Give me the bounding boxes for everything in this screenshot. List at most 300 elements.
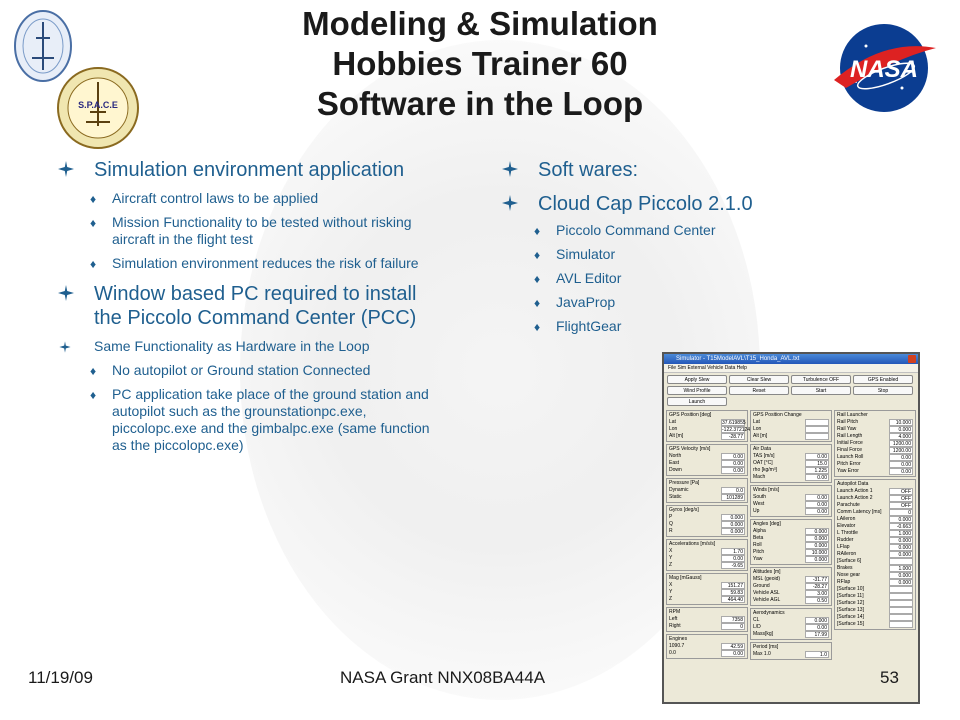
- sim-row-label: 0.0: [669, 650, 676, 656]
- sim-group-title: Period [ms]: [753, 644, 779, 650]
- sim-row-label: Z: [669, 562, 673, 568]
- sim-row-label: Launch Action 1: [837, 488, 873, 494]
- title-line-2: Hobbies Trainer 60: [332, 45, 628, 82]
- sim-row-label: Comm Latency [ms]: [837, 509, 882, 515]
- sim-row: [753, 419, 829, 426]
- sim-row-label: Rudder: [837, 537, 854, 543]
- sim-row: [753, 467, 829, 474]
- sim-row-value[interactable]: 1.0: [805, 651, 829, 658]
- sim-row: [837, 509, 913, 516]
- sim-group: [666, 505, 748, 537]
- sim-row: [753, 549, 829, 556]
- sim-row-value[interactable]: 0.50: [805, 597, 829, 604]
- sim-row: [753, 528, 829, 535]
- sim-row-label: P: [669, 514, 673, 520]
- sim-row: [837, 433, 913, 440]
- sim-row-label: Lon: [669, 426, 678, 432]
- sim-row-label: Lon: [753, 426, 762, 432]
- sim-row-label: Rail Pitch: [837, 419, 859, 425]
- diamond-bullet-icon: ♦: [534, 320, 541, 334]
- sim-button[interactable]: Apply Slew: [667, 375, 727, 384]
- sim-group: [666, 478, 748, 503]
- sim-group-title: GPS Position [deg]: [669, 412, 712, 418]
- sim-row: [753, 556, 829, 563]
- sim-row: [837, 572, 913, 579]
- sim-row: [753, 651, 829, 658]
- sim-row-value[interactable]: 0.0: [721, 487, 745, 494]
- sim-group: [666, 573, 748, 605]
- sim-row: [753, 590, 829, 597]
- sim-row-value[interactable]: 0.000: [889, 544, 913, 551]
- sim-row-label: Lat: [753, 419, 760, 425]
- sim-row-value[interactable]: 0.00: [721, 460, 745, 467]
- sim-row-value[interactable]: -31.77: [805, 576, 829, 583]
- sim-menubar[interactable]: File Sim External Vehicle Data Help: [664, 364, 918, 373]
- sim-row-value[interactable]: 42.59: [721, 643, 745, 650]
- diamond-bullet-icon: ♦: [90, 364, 97, 378]
- sub-bullet: ♦ Mission Functionality to be tested without risking aircraft in the flight test: [90, 214, 412, 247]
- sim-group: [750, 410, 832, 442]
- sim-row-value[interactable]: 0.00: [805, 624, 829, 631]
- sim-row-label: RAileron: [837, 551, 857, 557]
- sim-row-value[interactable]: 10.000: [805, 549, 829, 556]
- sim-row-label: Z: [669, 596, 673, 602]
- sim-row-value[interactable]: 0.00: [805, 474, 829, 481]
- sim-group: [750, 642, 832, 660]
- sim-row: [837, 516, 913, 523]
- sim-row: [837, 447, 913, 454]
- sim-row-label: Brakes: [837, 565, 853, 571]
- sim-row-label: X: [669, 548, 673, 554]
- sim-row: [669, 419, 745, 426]
- sim-row: [669, 514, 745, 521]
- sim-row-value[interactable]: -122.372124: [722, 427, 751, 433]
- sim-row-value[interactable]: 10.000: [889, 419, 913, 426]
- sub-bullet: ♦ Simulation environment reduces the risk of failure: [90, 255, 419, 271]
- software-item: ♦ AVL Editor: [534, 270, 622, 286]
- sim-row: [837, 586, 913, 593]
- sim-row-value[interactable]: 0.000: [889, 426, 913, 433]
- sim-button[interactable]: Wind Profile: [667, 386, 727, 395]
- sim-row-label: Dynamic: [669, 487, 689, 493]
- sub-bullet: ♦ Aircraft control laws to be applied: [90, 190, 319, 206]
- sim-row-value[interactable]: OFF: [889, 488, 913, 495]
- sim-row-value[interactable]: 0.00: [805, 494, 829, 501]
- sim-row-label: Final Force: [837, 447, 863, 453]
- sim-row-label: MSL (geoid): [753, 576, 781, 582]
- sim-row-label: Right: [669, 623, 681, 629]
- sim-group-title: Pressure [Pa]: [669, 480, 700, 486]
- sim-row-value[interactable]: [889, 593, 913, 600]
- sim-row-label: Mach: [753, 474, 766, 480]
- diamond-bullet-icon: ♦: [90, 216, 97, 230]
- sim-row-value[interactable]: 15.0: [805, 460, 829, 467]
- sim-row-value[interactable]: 0.000: [721, 521, 745, 528]
- software-item: ♦ Piccolo Command Center: [534, 222, 716, 238]
- sim-button[interactable]: Reset: [729, 386, 789, 395]
- sim-button[interactable]: Turbulence OFF: [791, 375, 851, 384]
- sim-row-label: Static: [669, 494, 682, 500]
- sim-row-label: [Surface 11]: [837, 593, 864, 599]
- sim-row-value[interactable]: 1.000: [889, 565, 913, 572]
- sim-row: [837, 461, 913, 468]
- nasa-logo: [826, 18, 942, 118]
- software-item: ♦ JavaProp: [534, 294, 616, 310]
- sim-row: [837, 468, 913, 475]
- sim-pane-sensors: [666, 410, 751, 660]
- sim-row-value[interactable]: 0.000: [721, 528, 745, 535]
- sim-row-value[interactable]: -0.663: [889, 523, 913, 530]
- sim-row: [753, 535, 829, 542]
- sim-row: [753, 460, 829, 467]
- sim-row: [753, 453, 829, 460]
- diamond-bullet-icon: ♦: [534, 272, 541, 286]
- sim-row: [753, 474, 829, 481]
- sim-row-label: Left: [669, 616, 678, 622]
- sim-row: [753, 508, 829, 515]
- sim-row: [837, 607, 913, 614]
- right-column: [500, 158, 820, 342]
- diamond-bullet-icon: ♦: [90, 257, 97, 271]
- sim-row: [837, 614, 913, 621]
- sim-row-label: L Throttle: [837, 530, 858, 536]
- sim-row-value[interactable]: 0: [721, 623, 745, 630]
- sim-row-value[interactable]: 0.000: [805, 556, 829, 563]
- footer-date: 11/19/09: [28, 668, 93, 687]
- sim-row: [837, 600, 913, 607]
- sim-row-value[interactable]: 0.000: [889, 516, 913, 523]
- nasa-logo-text: NASA: [849, 56, 918, 83]
- sim-row-label: RFlap: [837, 579, 851, 585]
- sim-group: [834, 410, 916, 477]
- sim-group-title: Altitudes [m]: [753, 569, 781, 575]
- sim-row-value[interactable]: OFF: [889, 495, 913, 502]
- sim-row: [753, 583, 829, 590]
- sim-row-value[interactable]: 0.00: [721, 555, 745, 562]
- sim-row-value[interactable]: 0.000: [805, 535, 829, 542]
- slide-title: [180, 4, 780, 124]
- sim-pane-autopilot: [834, 410, 916, 660]
- sim-row-label: Q: [669, 521, 673, 527]
- sim-titlebar: Simulator - T15ModelAVL\T15_Honda_AVL.txt: [664, 354, 918, 364]
- sim-group: [750, 608, 832, 640]
- sim-row-value[interactable]: 0.000: [721, 514, 745, 521]
- sim-group: [750, 567, 832, 606]
- sim-row: [669, 555, 745, 562]
- sim-row-value[interactable]: 1.000: [889, 530, 913, 537]
- sim-row-value[interactable]: 0.00: [721, 467, 745, 474]
- sim-row-value[interactable]: 1.70: [721, 548, 745, 555]
- sim-row-label: Elevator: [837, 523, 856, 529]
- bullet-sim-env: Simulation environment application: [56, 158, 446, 182]
- sim-row: [837, 530, 913, 537]
- software-item: ♦ FlightGear: [534, 318, 622, 334]
- sim-pane-air: [750, 410, 832, 660]
- bullet-software: Soft wares:: [500, 158, 820, 182]
- sim-row-value[interactable]: 0.00: [805, 501, 829, 508]
- sim-row-label: Max 1.0: [753, 651, 771, 657]
- sim-row-value[interactable]: 0.00: [889, 454, 913, 461]
- sim-row-label: Nose gear: [837, 572, 861, 578]
- sim-row-value[interactable]: 1.225: [805, 467, 829, 474]
- sim-group: [666, 634, 748, 659]
- sim-row: [669, 623, 745, 630]
- sim-row-label: TAS [m/s]: [753, 453, 775, 459]
- sim-group: [750, 519, 832, 565]
- sim-row-label: Alpha: [753, 528, 766, 534]
- sim-group-title: Rail Launcher: [837, 412, 868, 418]
- sim-row-label: LAileron: [837, 516, 856, 522]
- sim-row: [669, 643, 745, 650]
- sim-row-value[interactable]: 59.83: [721, 589, 745, 596]
- sim-row-value[interactable]: 0.000: [889, 537, 913, 544]
- diamond-bullet-icon: ♦: [534, 296, 541, 310]
- bullet-same-functionality: Same Functionality as Hardware in the Loop: [56, 338, 446, 355]
- left-column: [56, 158, 446, 461]
- sim-row-label: Parachute: [837, 502, 860, 508]
- sim-row-value[interactable]: 0.000: [889, 572, 913, 579]
- sim-row: [837, 593, 913, 600]
- sim-group-title: Aerodynamics: [753, 610, 785, 616]
- sim-row-value[interactable]: [805, 433, 829, 440]
- sim-row-label: Y: [669, 555, 673, 561]
- sim-row-label: LFlap: [837, 544, 850, 550]
- diamond-bullet-icon: ♦: [90, 192, 97, 206]
- sim-row-value[interactable]: 0.000: [889, 579, 913, 586]
- sim-row: [669, 548, 745, 555]
- sim-group: [834, 479, 916, 630]
- sim-button[interactable]: Start: [791, 386, 851, 395]
- sim-row: [837, 523, 913, 530]
- sim-row-value[interactable]: 1200.00: [889, 447, 913, 454]
- sim-group-title: GPS Velocity [m/s]: [669, 446, 711, 452]
- sim-row: [669, 433, 745, 440]
- sim-row: [837, 488, 913, 495]
- sim-row-label: Alt [m]: [753, 433, 768, 439]
- sim-row-value[interactable]: 0.00: [721, 650, 745, 657]
- sim-row: [837, 621, 913, 628]
- sim-row: [753, 494, 829, 501]
- sim-row-label: Initial Force: [837, 440, 863, 446]
- footer-grant: NASA Grant NNX08BA44A: [340, 668, 546, 687]
- sim-row-value[interactable]: 0.00: [721, 453, 745, 460]
- sub-bullet: ♦ No autopilot or Ground station Connected: [90, 362, 371, 378]
- sim-group-title: Autopilot Data: [837, 481, 869, 487]
- sim-row: [837, 544, 913, 551]
- sim-row: [669, 487, 745, 494]
- sim-row-value[interactable]: OFF: [889, 502, 913, 509]
- sim-row-label: CL: [753, 617, 760, 623]
- sim-row-label: Up: [753, 508, 760, 514]
- close-icon[interactable]: [908, 355, 916, 363]
- sim-group-title: Mag [mGauss]: [669, 575, 702, 581]
- sim-row-value[interactable]: 0.000: [805, 617, 829, 624]
- sim-row-label: X: [669, 582, 673, 588]
- sim-row-value[interactable]: [805, 419, 829, 426]
- sim-row: [669, 589, 745, 596]
- sim-row: [753, 501, 829, 508]
- sim-row-label: North: [669, 453, 682, 459]
- sim-row-value[interactable]: 0.00: [889, 468, 913, 475]
- sim-row-value[interactable]: 101289: [721, 494, 745, 501]
- diamond-bullet-icon: ♦: [534, 248, 541, 262]
- sim-group: [666, 607, 748, 632]
- sim-row-label: [Surface 6]: [837, 558, 862, 564]
- sim-row: [669, 616, 745, 623]
- sim-row: [753, 617, 829, 624]
- space-logo-text: S.P.A.C.E: [78, 100, 118, 110]
- sim-row-label: Vehicle AGL: [753, 597, 781, 603]
- sim-group: [666, 410, 751, 442]
- sim-row-value[interactable]: 1200.00: [889, 440, 913, 447]
- sim-row-label: [Surface 13]: [837, 607, 864, 613]
- sim-row: [669, 494, 745, 501]
- sim-row-label: Roll: [753, 542, 762, 548]
- sim-row-label: Rail Yaw: [837, 426, 857, 432]
- sim-group-title: Gyros [deg/s]: [669, 507, 699, 513]
- sim-row-label: OAT [°C]: [753, 460, 773, 466]
- sim-row-label: [Surface 14]: [837, 614, 864, 620]
- sim-row-label: rho [kg/m³]: [753, 467, 777, 473]
- sim-row: [669, 528, 745, 535]
- sim-row-label: Y: [669, 589, 673, 595]
- sim-group-title: Winds [m/s]: [753, 487, 780, 493]
- diamond-bullet-icon: ♦: [90, 388, 97, 402]
- sub-bullet: ♦ PC application take place of the ground station and autopilot such as the grounstationpc.exe, piccolopc.exe and the gimbalpc.exe (same function as the piccolopc.exe): [90, 386, 430, 453]
- sim-group-title: Angles [deg]: [753, 521, 781, 527]
- sim-group: [666, 444, 748, 476]
- sim-row: [669, 467, 745, 474]
- sim-group: [666, 539, 748, 571]
- sim-row-value[interactable]: 151.27: [721, 582, 745, 589]
- sim-group: [750, 485, 832, 517]
- sim-row-label: 1090.7: [669, 643, 685, 649]
- sim-row-label: Launch Roll: [837, 454, 864, 460]
- sim-group-title: Accelerations [m/s/s]: [669, 541, 716, 547]
- bullet-cloud-cap: Cloud Cap Piccolo 2.1.0: [500, 192, 820, 216]
- sim-row-value[interactable]: 17.99: [805, 631, 829, 638]
- sim-row-label: South: [753, 494, 767, 500]
- sim-row-value[interactable]: 0.000: [805, 542, 829, 549]
- sim-row-label: Rail Length: [837, 433, 863, 439]
- sim-row-value[interactable]: -9.65: [721, 562, 745, 569]
- sim-button[interactable]: Clear Slew: [729, 375, 789, 384]
- sim-row: [837, 454, 913, 461]
- sim-row-value[interactable]: [805, 426, 829, 433]
- sim-row-label: R: [669, 528, 673, 534]
- sim-toolbar: [664, 373, 918, 408]
- sim-row-value[interactable]: [889, 600, 913, 607]
- sim-row: [753, 426, 829, 433]
- bullet-window-pc: Window based PC required to install the Piccolo Command Center (PCC): [56, 282, 446, 330]
- sim-row: [669, 460, 745, 467]
- sim-panes: [664, 408, 918, 662]
- plane-bullet-icon: [500, 193, 520, 213]
- sim-row-label: [Surface 12]: [837, 600, 864, 606]
- sim-group: [750, 444, 832, 483]
- sim-row: [669, 650, 745, 657]
- sim-row: [837, 495, 913, 502]
- sim-row-label: Ground: [753, 583, 770, 589]
- sim-group-title: Engines: [669, 636, 688, 642]
- sim-row-value[interactable]: 464.40: [721, 596, 745, 603]
- sim-row: [669, 453, 745, 460]
- plane-bullet-icon: [58, 340, 72, 354]
- sim-row-label: Pitch Error: [837, 461, 861, 467]
- sim-row-value[interactable]: 0.00: [805, 508, 829, 515]
- sim-row: [669, 521, 745, 528]
- sim-row-label: Yaw Error: [837, 468, 859, 474]
- sim-row-value[interactable]: [889, 586, 913, 593]
- sim-row-value[interactable]: [889, 614, 913, 621]
- sim-row-value[interactable]: 37.619855: [722, 420, 746, 426]
- sim-row: [753, 542, 829, 549]
- sim-row-value[interactable]: -28.27: [805, 583, 829, 590]
- sim-row-value[interactable]: 0: [889, 509, 913, 516]
- sim-row-label: [Surface 15]: [837, 621, 864, 627]
- sim-row-value[interactable]: -28.77: [721, 433, 745, 440]
- sim-group-title: Air Data: [753, 446, 772, 452]
- space-logo: [56, 66, 140, 150]
- simulator-screenshot: [662, 352, 920, 704]
- sim-row: [837, 440, 913, 447]
- sim-row-label: Vehicle ASL: [753, 590, 780, 596]
- diamond-bullet-icon: ♦: [534, 224, 541, 238]
- sim-row-label: Yaw: [753, 556, 763, 562]
- sim-row-value[interactable]: 4.000: [889, 433, 913, 440]
- sim-row: [753, 624, 829, 631]
- sim-row-label: Mass[kg]: [753, 631, 774, 637]
- sim-row-value[interactable]: 0.000: [805, 528, 829, 535]
- sim-row-value[interactable]: 7358: [721, 616, 745, 623]
- sim-row: [837, 551, 913, 558]
- sim-row-label: Lat: [669, 419, 676, 425]
- sim-row-value[interactable]: [889, 621, 913, 628]
- sim-button[interactable]: GPS Enabled: [853, 375, 913, 384]
- sim-button[interactable]: Launch: [667, 397, 727, 406]
- sim-row-label: Pitch: [753, 549, 765, 555]
- sim-row: [669, 562, 745, 569]
- sim-row-value[interactable]: [889, 558, 913, 565]
- sim-row: [837, 419, 913, 426]
- sim-row-value[interactable]: 0.00: [805, 453, 829, 460]
- sim-row-label: L/D: [753, 624, 761, 630]
- sim-row-value[interactable]: 0.00: [889, 461, 913, 468]
- page-number: 53: [880, 668, 899, 687]
- sim-row-label: [Surface 10]: [837, 586, 864, 592]
- sim-row-label: West: [753, 501, 765, 507]
- software-list: [500, 222, 820, 335]
- plane-bullet-icon: [500, 159, 520, 179]
- plane-bullet-icon: [56, 283, 76, 303]
- sim-row-label: Beta: [753, 535, 764, 541]
- sim-row: [837, 558, 913, 565]
- sim-row: [837, 579, 913, 586]
- sim-row: [669, 582, 745, 589]
- sim-row: [837, 502, 913, 509]
- sim-group-title: GPS Position Change: [753, 412, 802, 418]
- sim-row-label: Launch Action 2: [837, 495, 873, 501]
- sim-row: [753, 576, 829, 583]
- sim-row: [753, 597, 829, 604]
- sim-row-value[interactable]: 3.00: [805, 590, 829, 597]
- sim-row-label: Alt [m]: [669, 433, 684, 439]
- sim-row-value[interactable]: [889, 607, 913, 614]
- software-item: ♦ Simulator: [534, 246, 616, 262]
- sim-button[interactable]: Stop: [853, 386, 913, 395]
- sim-row-value[interactable]: 0.000: [889, 551, 913, 558]
- sim-group-title: RPM: [669, 609, 681, 615]
